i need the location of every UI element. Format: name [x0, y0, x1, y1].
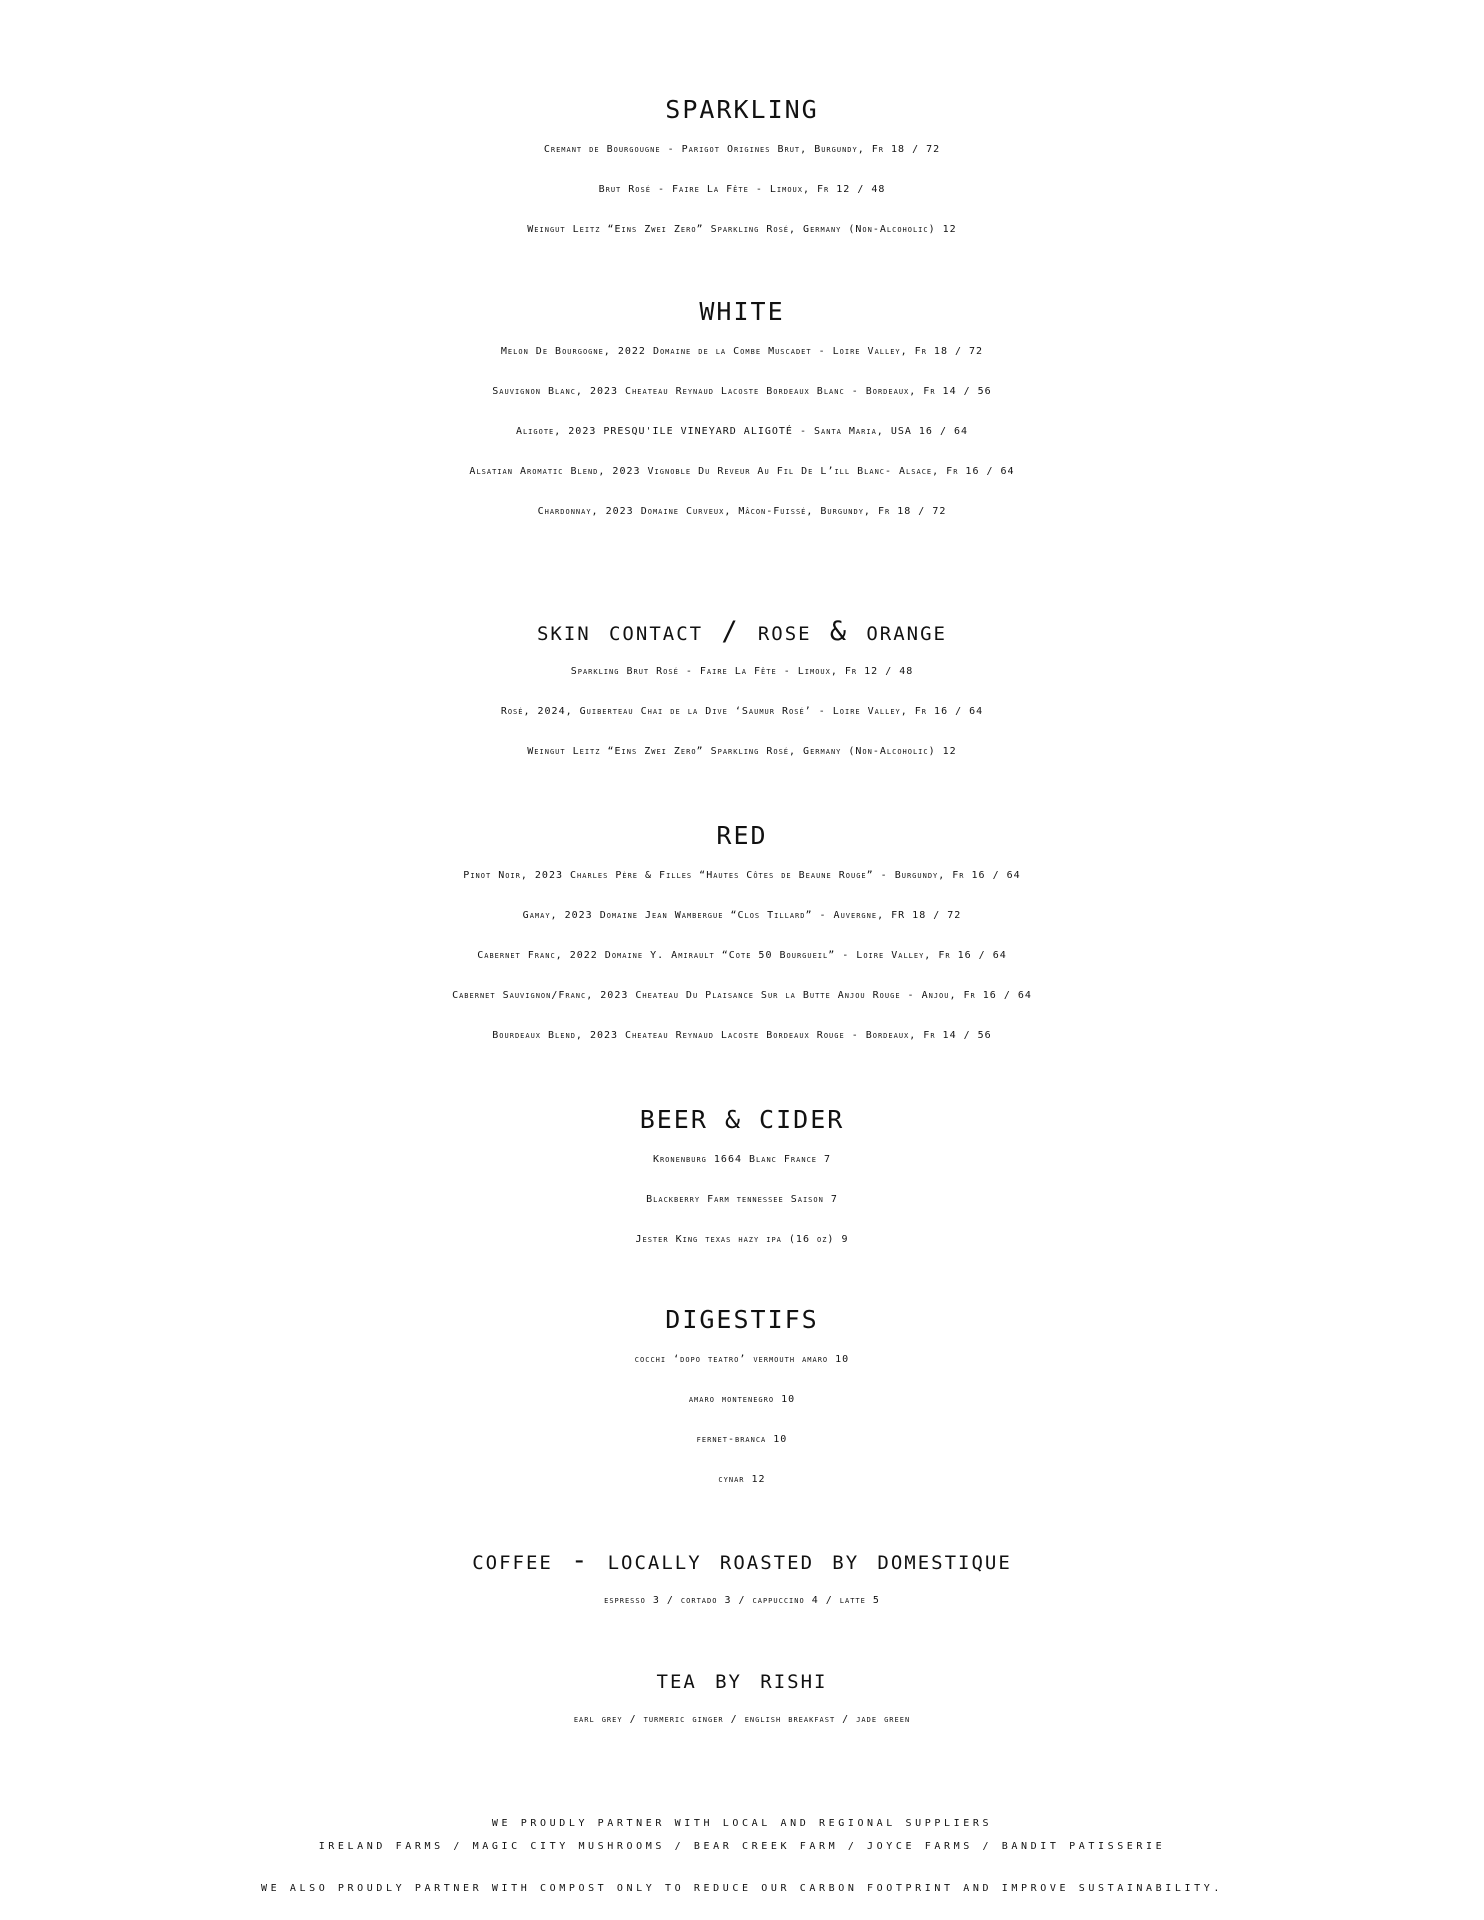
section-heading: BEER & CIDER — [639, 1105, 845, 1134]
menu-item: Jester King texas hazy ipa (16 oz) 9 — [635, 1234, 849, 1245]
section-sparkling — [0, 90, 1484, 250]
menu-item: Aligote, 2023 PRESQU'ILE VINEYARD ALIGOTÉ - Santa Maria, USA 16 / 64 — [515, 426, 969, 437]
menu-item: Gamay, 2023 Domaine Jean Wambergue “Clos Tillard” - Auvergne, FR 18 / 72 — [522, 910, 962, 921]
section-white — [0, 292, 1484, 532]
menu-item: Blackberry Farm tennessee Saison 7 — [646, 1194, 838, 1205]
menu-item: Sparkling Brut Rosé - Faire La Fête - Limoux, Fr 12 / 48 — [570, 666, 914, 677]
menu-item: Rosé, 2024, Guiberteau Chai de la Dive ‘Saumur Rosé’ - Loire Valley, Fr 16 / 64 — [500, 706, 984, 717]
menu-item: Brut Rosé - Faire La Fête - Limoux, Fr 12 / 48 — [598, 184, 886, 195]
section-skin-contact — [0, 612, 1484, 772]
menu-item: Kronenburg 1664 Blanc France 7 — [652, 1154, 832, 1165]
section-heading: DIGESTIFS — [665, 1305, 819, 1334]
menu-item: Alsatian Aromatic Blend, 2023 Vignoble Du Reveur Au Fil De L’ill Blanc- Alsace, Fr 16 / 64 — [469, 466, 1015, 477]
section-red — [0, 816, 1484, 1056]
section-digestifs — [0, 1300, 1484, 1500]
menu-item: Sauvignon Blanc, 2023 Cheateau Reynaud Lacoste Bordeaux Blanc - Bordeaux, Fr 14 / 56 — [492, 386, 992, 397]
section-heading: tea by rishi — [656, 1664, 828, 1695]
menu-item: Cremant de Bourgougne - Parigot Origines Brut, Burgundy, Fr 18 / 72 — [543, 144, 941, 155]
section-heading: SPARKLING — [665, 95, 819, 124]
section-tea — [0, 1660, 1484, 1740]
menu-item: Weingut Leitz “Eins Zwei Zero” Sparkling Rosé, Germany (Non-Alcoholic) 12 — [527, 746, 957, 757]
footer-suppliers-list: IRELAND FARMS / MAGIC CITY MUSHROOMS / BEAR CREEK FARM / JOYCE FARMS / BANDIT PATISSERIE — [318, 1841, 1166, 1852]
menu-item: Cabernet Sauvignon/Franc, 2023 Cheateau Du Plaisance Sur la Butte Anjou Rouge - Anjou, Fr 16 / 64 — [452, 990, 1032, 1001]
footer-compost-note: WE ALSO PROUDLY PARTNER WITH COMPOST ONLY TO REDUCE OUR CARBON FOOTPRINT AND IMPROVE SUSTAINABILITY. — [260, 1883, 1224, 1894]
section-heading: RED — [716, 821, 768, 850]
section-heading: coffee - locally roasted by domestique — [472, 1545, 1012, 1576]
menu-item: Melon De Bourgogne, 2022 Domaine de la Combe Muscadet - Loire Valley, Fr 18 / 72 — [500, 346, 984, 357]
section-coffee — [0, 1541, 1484, 1621]
menu-item: Cabernet Franc, 2022 Domaine Y. Amirault “Cote 50 Bourgueil” - Loire Valley, Fr 16 / 64 — [477, 950, 1007, 961]
menu-item: Weingut Leitz “Eins Zwei Zero” Sparkling Rosé, Germany (Non-Alcoholic) 12 — [527, 224, 957, 235]
section-beer-cider — [0, 1100, 1484, 1260]
menu-item: Pinot Noir, 2023 Charles Père & Filles “Hautes Côtes de Beaune Rouge” - Burgundy, Fr 16 / 64 — [463, 870, 1021, 881]
section-heading: skin contact / rose & orange — [536, 616, 947, 647]
menu-item: cynar 12 — [718, 1474, 766, 1485]
menu-item: espresso 3 / cortado 3 / cappuccino 4 / latte 5 — [604, 1595, 880, 1606]
menu-item: fernet-branca 10 — [696, 1434, 788, 1445]
menu-item: earl grey / turmeric ginger / english breakfast / jade green — [573, 1714, 911, 1725]
menu-item: cocchi ‘dopo teatro’ vermouth amaro 10 — [634, 1354, 850, 1365]
menu-item: amaro montenegro 10 — [688, 1394, 796, 1405]
section-heading: WHITE — [699, 297, 785, 326]
menu-item: Bourdeaux Blend, 2023 Cheateau Reynaud Lacoste Bordeaux Rouge - Bordeaux, Fr 14 / 56 — [492, 1030, 992, 1041]
menu-item: Chardonnay, 2023 Domaine Curveux, Mâcon-Fuissé, Burgundy, Fr 18 / 72 — [537, 506, 947, 517]
footer-suppliers-intro: WE PROUDLY PARTNER WITH LOCAL AND REGIONAL SUPPLIERS — [491, 1818, 993, 1829]
